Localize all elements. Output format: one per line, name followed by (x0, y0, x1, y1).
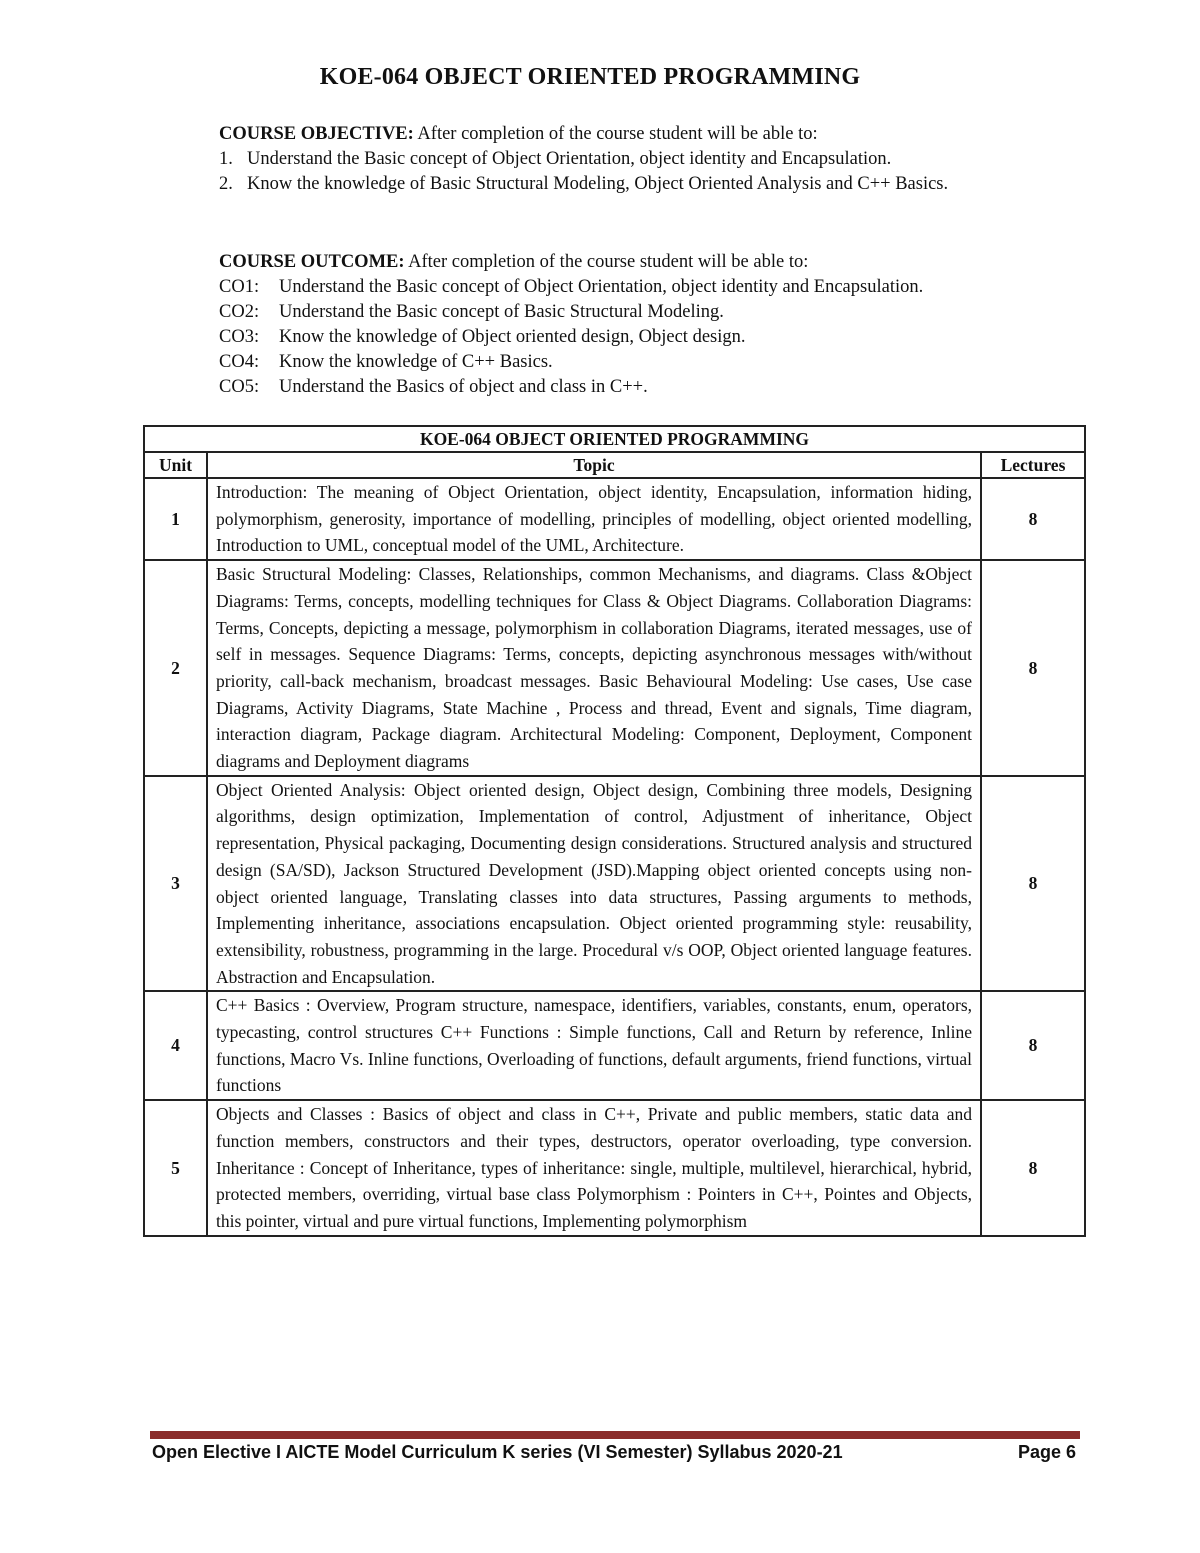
unit-number: 3 (144, 776, 207, 992)
outcome-item-text: Understand the Basics of object and class in C++. (279, 377, 648, 397)
course-objective-heading: COURSE OBJECTIVE: (219, 124, 414, 144)
objective-item (219, 172, 1079, 197)
footer-document-label: Open Elective I AICTE Model Curriculum K series (VI Semester) Syllabus 2020-21 (152, 1442, 843, 1462)
outcome-item-label: CO1: (219, 277, 260, 297)
unit-number: 5 (144, 1100, 207, 1236)
course-objective-intro: After completion of the course student will be able to: (413, 124, 818, 144)
objective-item-number: 2. (219, 174, 233, 194)
topic-text: Basic Structural Modeling: Classes, Relationships, common Mechanisms, and diagrams. Class &Object Diagrams: Terms, concepts, modelling techniques for Class & Object Diagrams. Collaboration Diagrams: Terms, Concepts, depicting a message, polymorphism in collaboration Diagrams, iterated messages, use of self in messages. Sequence Diagrams: Terms, concepts, depicting asynchronous messages with/without priority, call-back mechanism, broadcast messages. Basic Behavioural Modeling: Use cases, Use case Diagrams, Activity Diagrams, State Machine , Process and thread, Event and signals, Time diagram, interaction diagram, Package diagram. Architectural Modeling: Component, Deployment, Component diagrams and Deployment diagrams (207, 560, 981, 776)
footer-divider-bar (150, 1431, 1080, 1439)
table-header-row (144, 452, 1085, 478)
page-title: KOE-064 OBJECT ORIENTED PROGRAMMING (319, 64, 861, 90)
table-row (144, 1100, 1085, 1236)
outcome-item-text: Know the knowledge of Object oriented design, Object design. (279, 327, 746, 347)
lecture-count: 8 (981, 560, 1085, 776)
table-row (144, 478, 1085, 560)
course-outcome-heading-line (219, 250, 1079, 275)
outcome-item-text: Know the knowledge of C++ Basics. (279, 352, 553, 372)
lecture-count: 8 (981, 478, 1085, 560)
lecture-count: 8 (981, 776, 1085, 992)
topic-text: Introduction: The meaning of Object Orientation, object identity, Encapsulation, information hiding, polymorphism, generosity, importance of modelling, principles of modelling, object oriented modelling, Introduction to UML, conceptual model of the UML, Architecture. (207, 478, 981, 560)
outcome-item-label: CO3: (219, 327, 260, 347)
table-row (144, 560, 1085, 776)
outcome-item-label: CO5: (219, 377, 260, 397)
table-title-row (144, 426, 1085, 452)
outcome-item (219, 375, 1079, 400)
course-outcome-heading: COURSE OUTCOME: (219, 252, 405, 272)
column-header-lectures: Lectures (981, 452, 1085, 478)
outcome-item (219, 350, 1079, 375)
course-objective-section (219, 122, 1079, 197)
lecture-count: 8 (981, 1100, 1085, 1236)
unit-number: 2 (144, 560, 207, 776)
topic-text: Object Oriented Analysis: Object oriented design, Object design, Combining three models, Designing algorithms, design optimization, Implementation of control, Adjustment of inheritance, Object representation, Physical packaging, Documenting design considerations. Structured analysis and structured design (SA/SD), Jackson Structured Development (JSD).Mapping object oriented concepts using non-object oriented language, Translating classes into data structures, Passing arguments to methods, Implementing inheritance, associations encapsulation. Object oriented programming style: reusability, extensibility, robustness, programming in the large. Procedural v/s OOP, Object oriented language features. Abstraction and Encapsulation. (207, 776, 981, 992)
course-outcome-section (219, 250, 1079, 400)
outcome-item-text: Understand the Basic concept of Object Orientation, object identity and Encapsulation. (279, 277, 924, 297)
objective-item-text: Know the knowledge of Basic Structural Modeling, Object Oriented Analysis and C++ Basics. (247, 174, 949, 194)
column-header-unit: Unit (144, 452, 207, 478)
outcome-item-label: CO2: (219, 302, 260, 322)
outcome-item-label: CO4: (219, 352, 260, 372)
outcome-item (219, 325, 1079, 350)
syllabus-table (143, 425, 1086, 1237)
lecture-count: 8 (981, 991, 1085, 1100)
unit-number: 4 (144, 991, 207, 1100)
table-row (144, 991, 1085, 1100)
course-outcome-intro: After completion of the course student will be able to: (404, 252, 809, 272)
outcome-item (219, 300, 1079, 325)
topic-text: C++ Basics : Overview, Program structure, namespace, identifiers, variables, constants, enum, operators, typecasting, control structures C++ Functions : Simple functions, Call and Return by reference, Inline functions, Macro Vs. Inline functions, Overloading of functions, default arguments, friend functions, virtual functions (207, 991, 981, 1100)
column-header-topic: Topic (207, 452, 981, 478)
unit-number: 1 (144, 478, 207, 560)
table-title: KOE-064 OBJECT ORIENTED PROGRAMMING (144, 426, 1085, 452)
outcome-item-text: Understand the Basic concept of Basic Structural Modeling. (279, 302, 724, 322)
topic-text: Objects and Classes : Basics of object and class in C++, Private and public members, static data and function members, constructors and their types, destructors, operator overloading, type conversion. Inheritance : Concept of Inheritance, types of inheritance: single, multiple, multilevel, hierarchical, hybrid, protected members, overriding, virtual base class Polymorphism : Pointers in C++, Pointes and Objects, this pointer, virtual and pure virtual functions, Implementing polymorphism (207, 1100, 981, 1236)
footer-page-number: Page 6 (1017, 1442, 1076, 1462)
outcome-item (219, 275, 1079, 300)
objective-item (219, 147, 1079, 172)
table-row (144, 776, 1085, 992)
course-objective-heading-line (219, 122, 1079, 147)
objective-item-text: Understand the Basic concept of Object Orientation, object identity and Encapsulation. (247, 149, 892, 169)
objective-item-number: 1. (219, 149, 233, 169)
